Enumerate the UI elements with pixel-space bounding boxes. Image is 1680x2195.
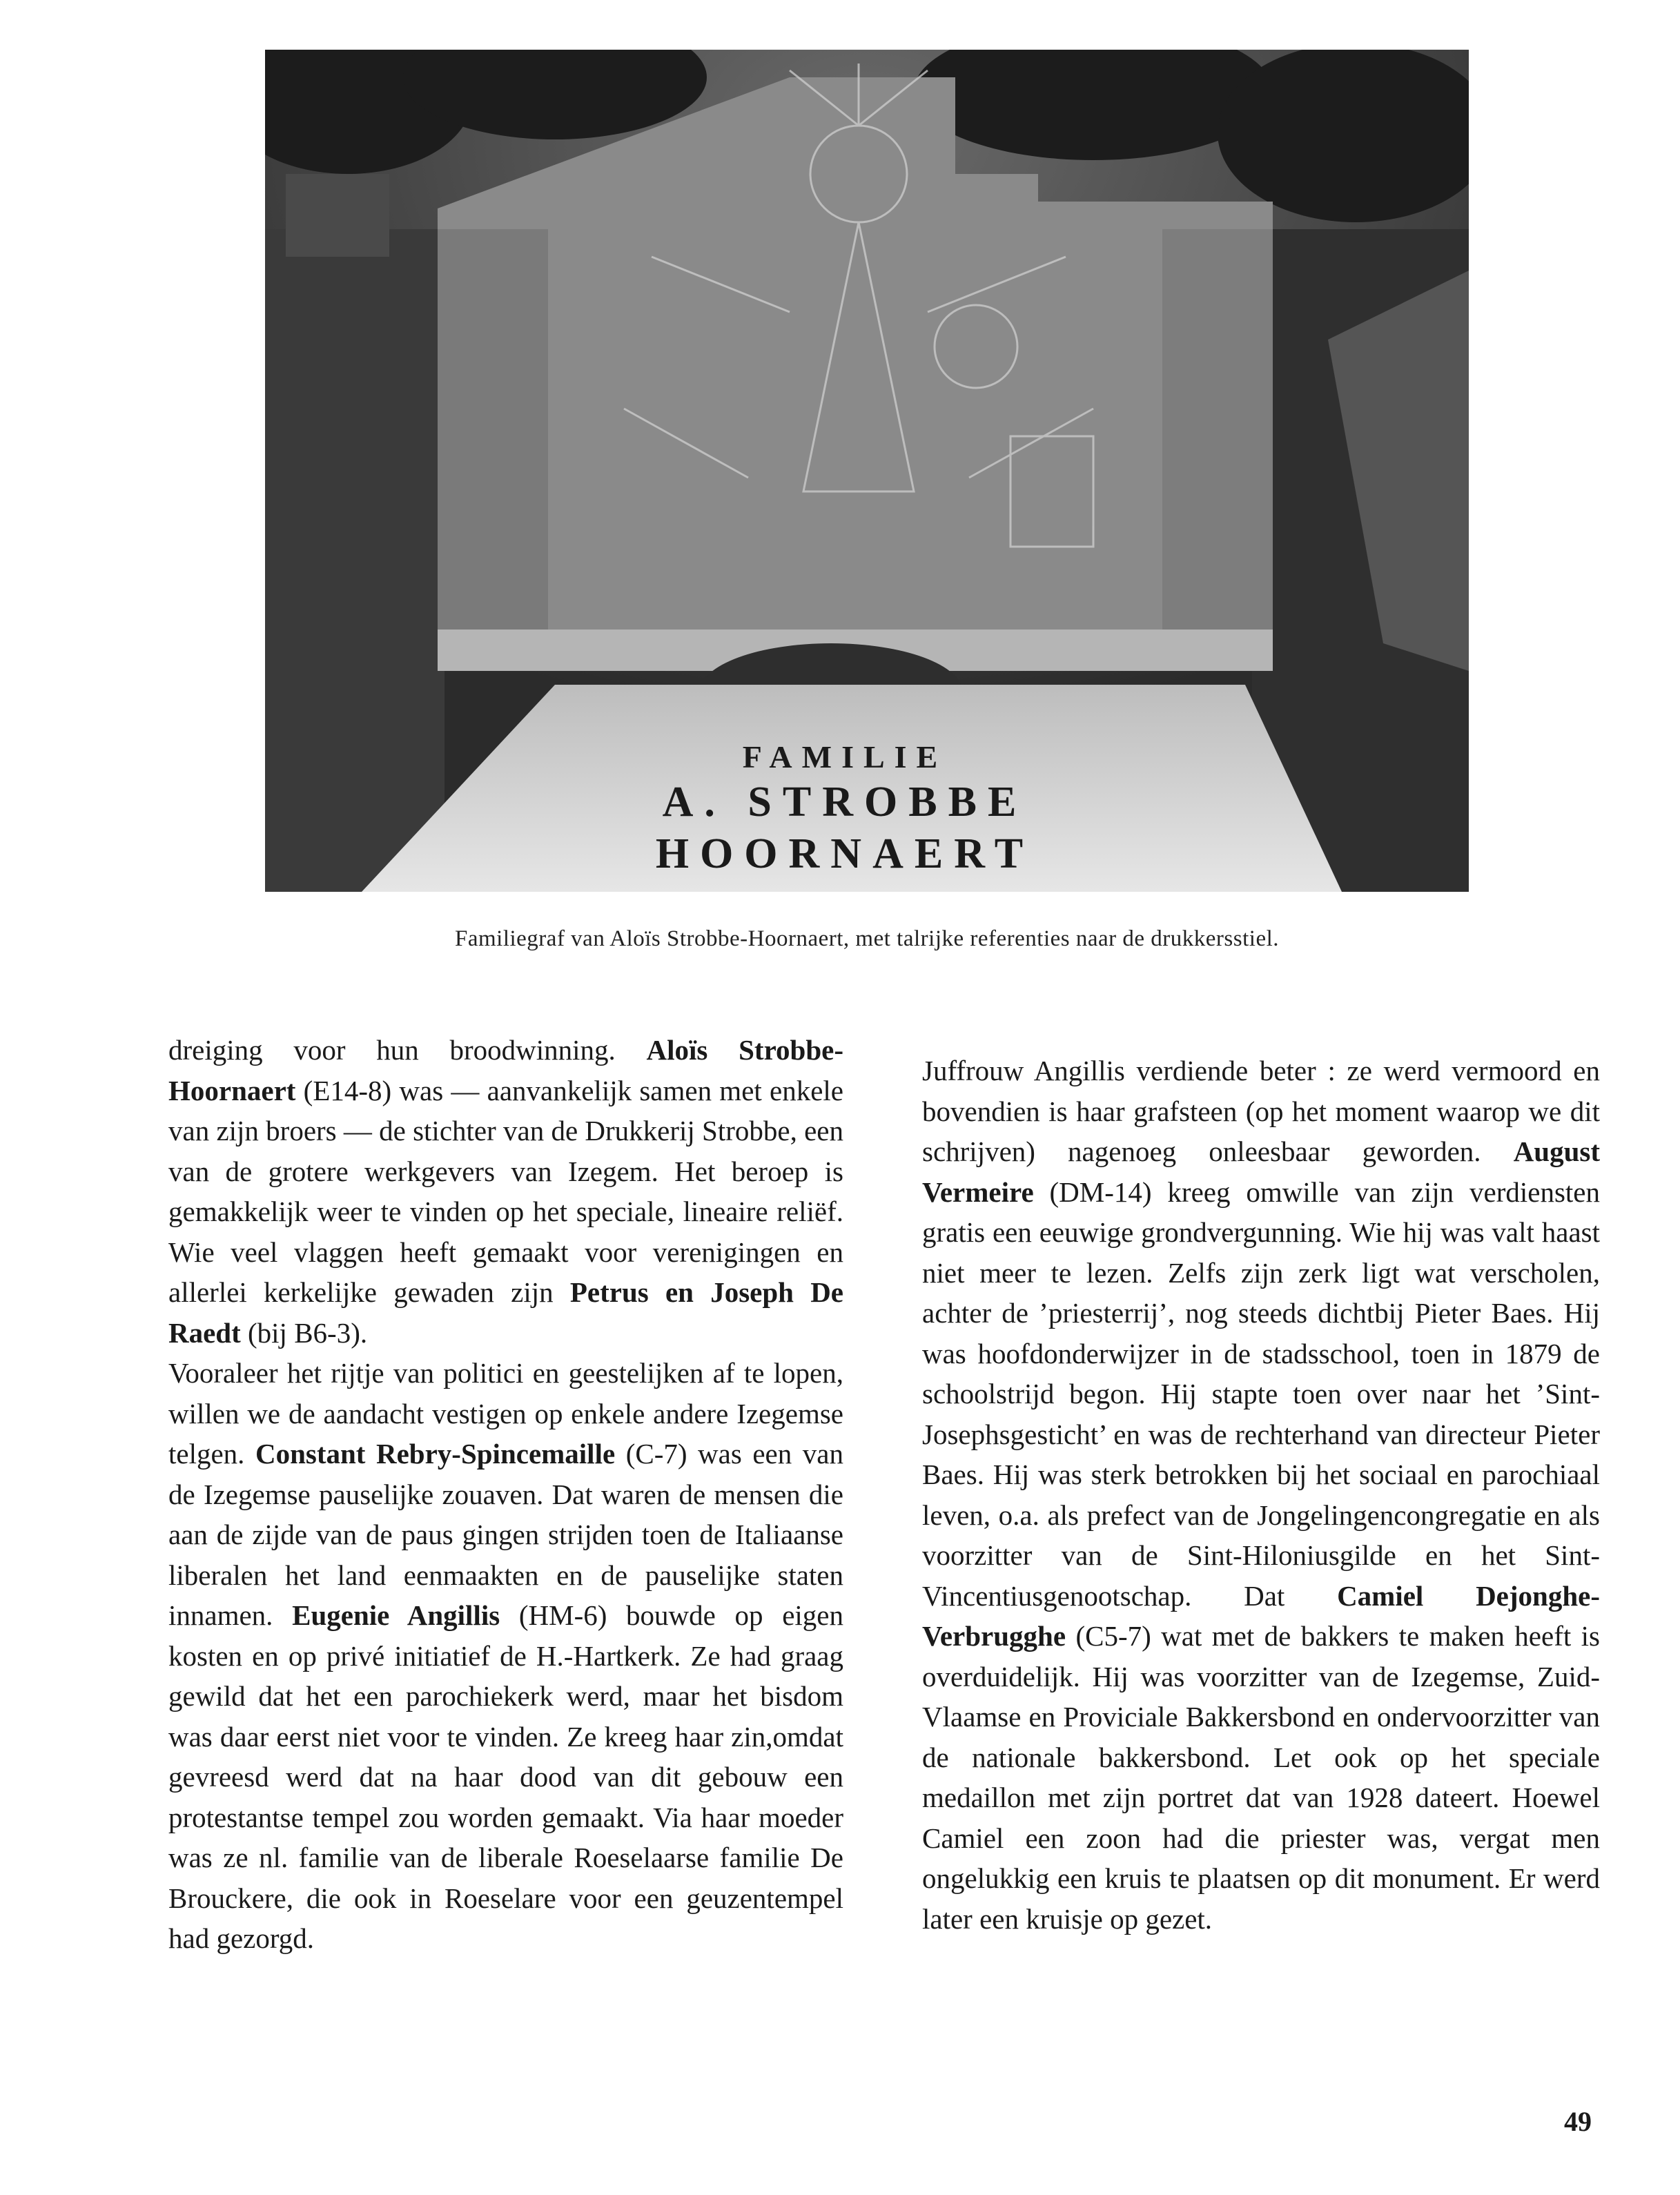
photo-caption: Familiegraf van Aloïs Strobbe-Hoornaert, met talrijke referenties naar de drukkersstiel. [454, 926, 1280, 951]
bold-name: Constant Rebry-Spincemaille [255, 1438, 616, 1470]
paragraph [922, 1051, 1600, 1939]
paragraph [168, 1030, 843, 1353]
bold-name: Aloïs Strobbe-Hoornaert [168, 1034, 843, 1106]
text-run: (C-7) was een van de Izegemse pauselijke zouaven. Dat waren de mensen die aan de zijde van de paus gingen strijden toen de Italiaanse liberalen het land eenmaakten en de pauselijke staten innamen. [168, 1438, 843, 1631]
engraving-line-1: FAMILIE [742, 739, 948, 774]
text-run: Vooraleer het rijtje van politici en geestelijken af te lopen, willen we de aandacht vestigen op enkele andere Izegemse telgen. [168, 1357, 843, 1470]
grave-photo-illustration [265, 50, 1469, 892]
engraving-line-3: HOORNAERT [655, 830, 1035, 877]
text-run: Juffrouw Angillis verdiende beter : ze werd vermoord en bovendien is haar grafsteen (op het moment waarop we dit schrijven) nagenoeg onleesbaar geworden. [922, 1055, 1600, 1167]
text-run: (DM-14) kreeg omwille van zijn verdiensten gratis een eeuwige grondvergunning. Wie hij was valt haast niet meer te lezen. Zelfs zijn zerk ligt wat verscholen, achter de ’priesterrij’, nog steeds dichtbij Pieter Baes. Hij was hoofdonderwijzer in de stadsschool, toen in 1879 de schoolstrijd begon. Hij stapte toen over naar het ’Sint-Josephsgesticht’ en was de rechterhand van directeur Pieter Baes. Hij was sterk betrokken bij het sociaal en parochiaal leven, o.a. als prefect van de Jongelingencongregatie en als voorzitter van de Sint-Hiloniusgilde en het Sint-Vincentiusgenootschap. Dat [922, 1175, 1600, 1612]
text-run: (HM-6) bouwde op eigen kosten en op privé initiatief de H.-Hartkerk. Ze had graag gewild dat het een parochiekerk werd, maar het bisdom was daar eerst niet voor te vinden. Ze kreeg haar zin,omdat gevreesd werd dat na haar dood van dit gebouw een protestantse tempel zou worden gemaakt. Via haar moeder was ze nl. familie van de liberale Roeselaarse familie De Brouckere, die ook in Roeselare voor een geuzentempel had gezorgd. [168, 1599, 843, 1954]
bold-name: Camiel Dejonghe-Verbrugghe [922, 1579, 1600, 1652]
text-run: dreiging voor hun broodwinning. [168, 1034, 647, 1066]
bold-name: August Vermeire [922, 1135, 1600, 1208]
text-run: (bij B6-3). [240, 1316, 368, 1349]
text-run: (E14-8) was — aanvankelijk samen met enkele van zijn broers — de stichter van de Drukkerij Strobbe, een van de grotere werkgevers van Izegem. Het beroep is gemakkelijk weer te vinden op het speciale, lineaire reliëf. Wie veel vlaggen heeft gemaakt voor verenigingen en allerlei kerkelijke gewaden zijn [168, 1074, 843, 1308]
bold-name: Eugenie Angillis [292, 1599, 500, 1631]
text-column-right [922, 1051, 1600, 1939]
text-column-left [168, 1030, 843, 1959]
page-number: 49 [1564, 2106, 1592, 2137]
bold-name: Petrus en Joseph De Raedt [168, 1276, 844, 1349]
paragraph [168, 1353, 843, 1959]
text-run: (C5-7) wat met de bakkers te maken heeft is overduidelijk. Hij was voorzitter van de Izegemse, Zuid-Vlaamse en Proviciale Bakkersbond en ondervoorzitter van de nationale bakkersbond. Let ook op het speciale medaillon met zijn portret dat van 1928 dateert. Hoewel Camiel een zoon had die priester was, vergat men ongelukkig een kruis te plaatsen op dit monument. Er werd later een kruisje op gezet. [922, 1620, 1600, 1935]
engraving-line-2: A. STROBBE [662, 779, 1028, 826]
grave-photo [265, 50, 1469, 892]
